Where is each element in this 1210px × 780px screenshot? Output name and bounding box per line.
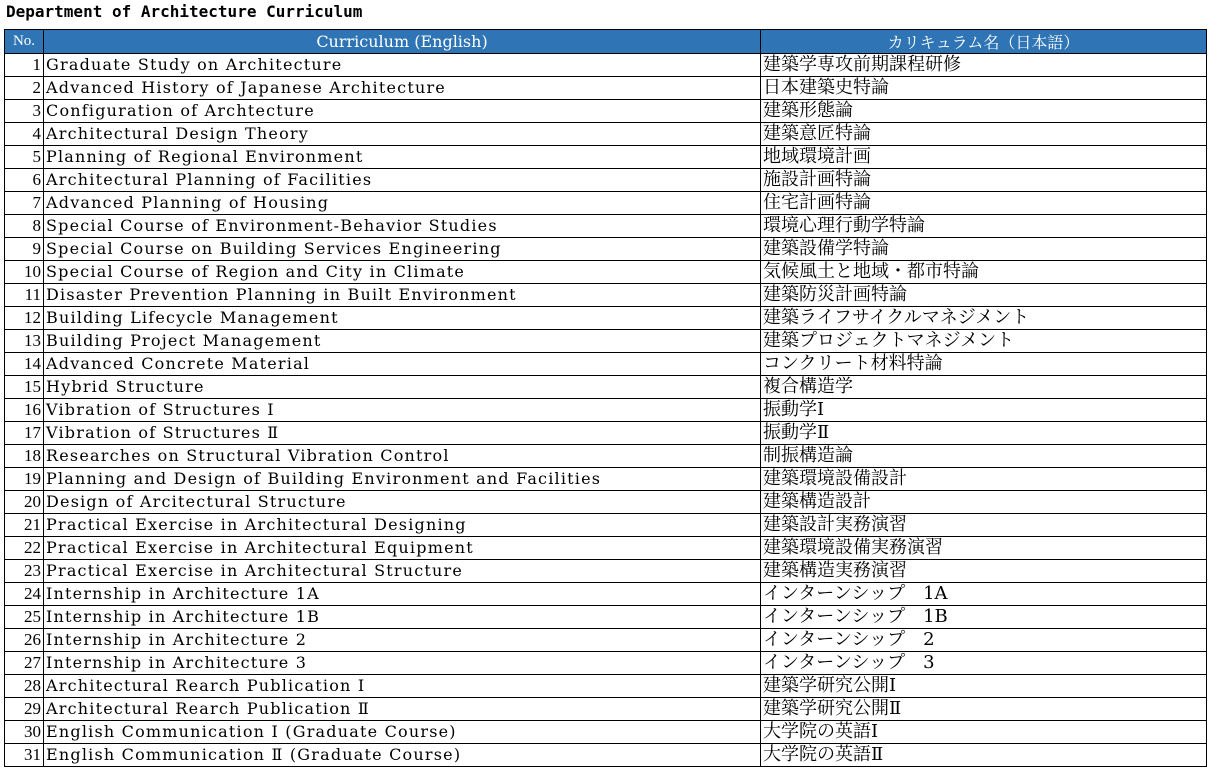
cell-no: 28 (5, 675, 44, 698)
table-row (5, 146, 1207, 169)
cell-japanese: 日本建築史特論 (761, 77, 1207, 100)
cell-no: 20 (5, 491, 44, 514)
cell-english: Advanced Planning of Housing (44, 192, 761, 215)
cell-no: 18 (5, 445, 44, 468)
cell-english: Disaster Prevention Planning in Built Environment (44, 284, 761, 307)
cell-japanese: 建築環境設備実務演習 (761, 537, 1207, 560)
cell-japanese: 大学院の英語Ⅰ (761, 721, 1207, 744)
table-row (5, 491, 1207, 514)
cell-japanese: 建築防災計画特論 (761, 284, 1207, 307)
table-row (5, 583, 1207, 606)
cell-japanese: 建築設計実務演習 (761, 514, 1207, 537)
table-row (5, 675, 1207, 698)
cell-japanese: 地域環境計画 (761, 146, 1207, 169)
cell-no: 31 (5, 744, 44, 767)
table-row (5, 77, 1207, 100)
cell-japanese: 複合構造学 (761, 376, 1207, 399)
cell-japanese: 建築設備学特論 (761, 238, 1207, 261)
cell-japanese: 環境心理行動学特論 (761, 215, 1207, 238)
table-row (5, 445, 1207, 468)
cell-english: Architectural Design Theory (44, 123, 761, 146)
cell-japanese: 建築学専攻前期課程研修 (761, 54, 1207, 77)
table-row (5, 353, 1207, 376)
table-row (5, 307, 1207, 330)
cell-japanese: インターンシップ 2 (761, 629, 1207, 652)
cell-no: 29 (5, 698, 44, 721)
header-english: Curriculum (English) (44, 30, 761, 54)
cell-english: Advanced History of Japanese Architecture (44, 77, 761, 100)
cell-no: 10 (5, 261, 44, 284)
cell-english: Advanced Concrete Material (44, 353, 761, 376)
cell-japanese: 大学院の英語Ⅱ (761, 744, 1207, 767)
cell-no: 21 (5, 514, 44, 537)
cell-japanese: 振動学Ⅰ (761, 399, 1207, 422)
cell-japanese: インターンシップ 3 (761, 652, 1207, 675)
cell-english: Architectural Planning of Facilities (44, 169, 761, 192)
table-row (5, 284, 1207, 307)
header-no: No. (5, 30, 44, 54)
cell-english: Building Project Management (44, 330, 761, 353)
cell-japanese: インターンシップ 1B (761, 606, 1207, 629)
cell-english: Vibration of Structures Ⅰ (44, 399, 761, 422)
table-row (5, 215, 1207, 238)
table-row (5, 652, 1207, 675)
table-header-row (5, 30, 1207, 54)
table-row (5, 560, 1207, 583)
table-row (5, 721, 1207, 744)
curriculum-table (4, 29, 1207, 767)
cell-english: Hybrid Structure (44, 376, 761, 399)
table-row (5, 468, 1207, 491)
table-row (5, 100, 1207, 123)
cell-no: 30 (5, 721, 44, 744)
table-row (5, 54, 1207, 77)
cell-japanese: 建築構造設計 (761, 491, 1207, 514)
cell-no: 13 (5, 330, 44, 353)
cell-english: Special Course of Region and City in Climate (44, 261, 761, 284)
cell-english: Vibration of Structures Ⅱ (44, 422, 761, 445)
cell-no: 7 (5, 192, 44, 215)
table-row (5, 192, 1207, 215)
cell-no: 22 (5, 537, 44, 560)
table-row (5, 123, 1207, 146)
cell-english: Practical Exercise in Architectural Designing (44, 514, 761, 537)
cell-english: Practical Exercise in Architectural Equipment (44, 537, 761, 560)
table-row (5, 422, 1207, 445)
cell-english: Graduate Study on Architecture (44, 54, 761, 77)
cell-english: Internship in Architecture 3 (44, 652, 761, 675)
cell-japanese: コンクリート材料特論 (761, 353, 1207, 376)
table-row (5, 261, 1207, 284)
cell-english: Internship in Architecture 1B (44, 606, 761, 629)
cell-japanese: 施設計画特論 (761, 169, 1207, 192)
cell-no: 9 (5, 238, 44, 261)
cell-no: 12 (5, 307, 44, 330)
cell-japanese: 建築環境設備設計 (761, 468, 1207, 491)
table-row (5, 238, 1207, 261)
cell-japanese: 建築構造実務演習 (761, 560, 1207, 583)
cell-japanese: 建築学研究公開Ⅱ (761, 698, 1207, 721)
cell-english: Design of Arcitectural Structure (44, 491, 761, 514)
cell-no: 15 (5, 376, 44, 399)
cell-japanese: 気候風土と地域・都市特論 (761, 261, 1207, 284)
cell-no: 3 (5, 100, 44, 123)
cell-japanese: 住宅計画特論 (761, 192, 1207, 215)
table-row (5, 698, 1207, 721)
cell-english: Configuration of Archtecture (44, 100, 761, 123)
cell-english: Special Course of Environment-Behavior Studies (44, 215, 761, 238)
cell-japanese: 制振構造論 (761, 445, 1207, 468)
cell-no: 11 (5, 284, 44, 307)
table-row (5, 629, 1207, 652)
cell-japanese: インターンシップ 1A (761, 583, 1207, 606)
cell-english: Planning and Design of Building Environment and Facilities (44, 468, 761, 491)
cell-no: 16 (5, 399, 44, 422)
table-row (5, 606, 1207, 629)
table-row (5, 376, 1207, 399)
cell-english: English Communication Ⅰ (Graduate Course) (44, 721, 761, 744)
cell-no: 25 (5, 606, 44, 629)
table-row (5, 537, 1207, 560)
cell-english: Special Course on Building Services Engineering (44, 238, 761, 261)
cell-japanese: 建築意匠特論 (761, 123, 1207, 146)
cell-english: Building Lifecycle Management (44, 307, 761, 330)
table-row (5, 399, 1207, 422)
cell-english: Architectural Rearch Publication Ⅱ (44, 698, 761, 721)
cell-no: 8 (5, 215, 44, 238)
cell-no: 27 (5, 652, 44, 675)
table-row (5, 169, 1207, 192)
cell-no: 14 (5, 353, 44, 376)
cell-english: Practical Exercise in Architectural Structure (44, 560, 761, 583)
cell-no: 5 (5, 146, 44, 169)
cell-no: 17 (5, 422, 44, 445)
cell-no: 2 (5, 77, 44, 100)
table-row (5, 744, 1207, 767)
page-title: Department of Architecture Curriculum (6, 2, 363, 21)
cell-no: 4 (5, 123, 44, 146)
cell-no: 24 (5, 583, 44, 606)
cell-japanese: 建築プロジェクトマネジメント (761, 330, 1207, 353)
table-row (5, 330, 1207, 353)
cell-no: 26 (5, 629, 44, 652)
cell-english: English Communication Ⅱ (Graduate Course) (44, 744, 761, 767)
table-row (5, 514, 1207, 537)
cell-japanese: 振動学Ⅱ (761, 422, 1207, 445)
cell-english: Planning of Regional Environment (44, 146, 761, 169)
cell-no: 23 (5, 560, 44, 583)
cell-no: 1 (5, 54, 44, 77)
header-japanese: カリキュラム名（日本語） (761, 30, 1207, 54)
cell-no: 6 (5, 169, 44, 192)
cell-japanese: 建築学研究公開Ⅰ (761, 675, 1207, 698)
cell-japanese: 建築形態論 (761, 100, 1207, 123)
cell-no: 19 (5, 468, 44, 491)
cell-english: Internship in Architecture 2 (44, 629, 761, 652)
cell-english: Internship in Architecture 1A (44, 583, 761, 606)
cell-english: Architectural Rearch Publication Ⅰ (44, 675, 761, 698)
cell-japanese: 建築ライフサイクルマネジメント (761, 307, 1207, 330)
cell-english: Researches on Structural Vibration Control (44, 445, 761, 468)
